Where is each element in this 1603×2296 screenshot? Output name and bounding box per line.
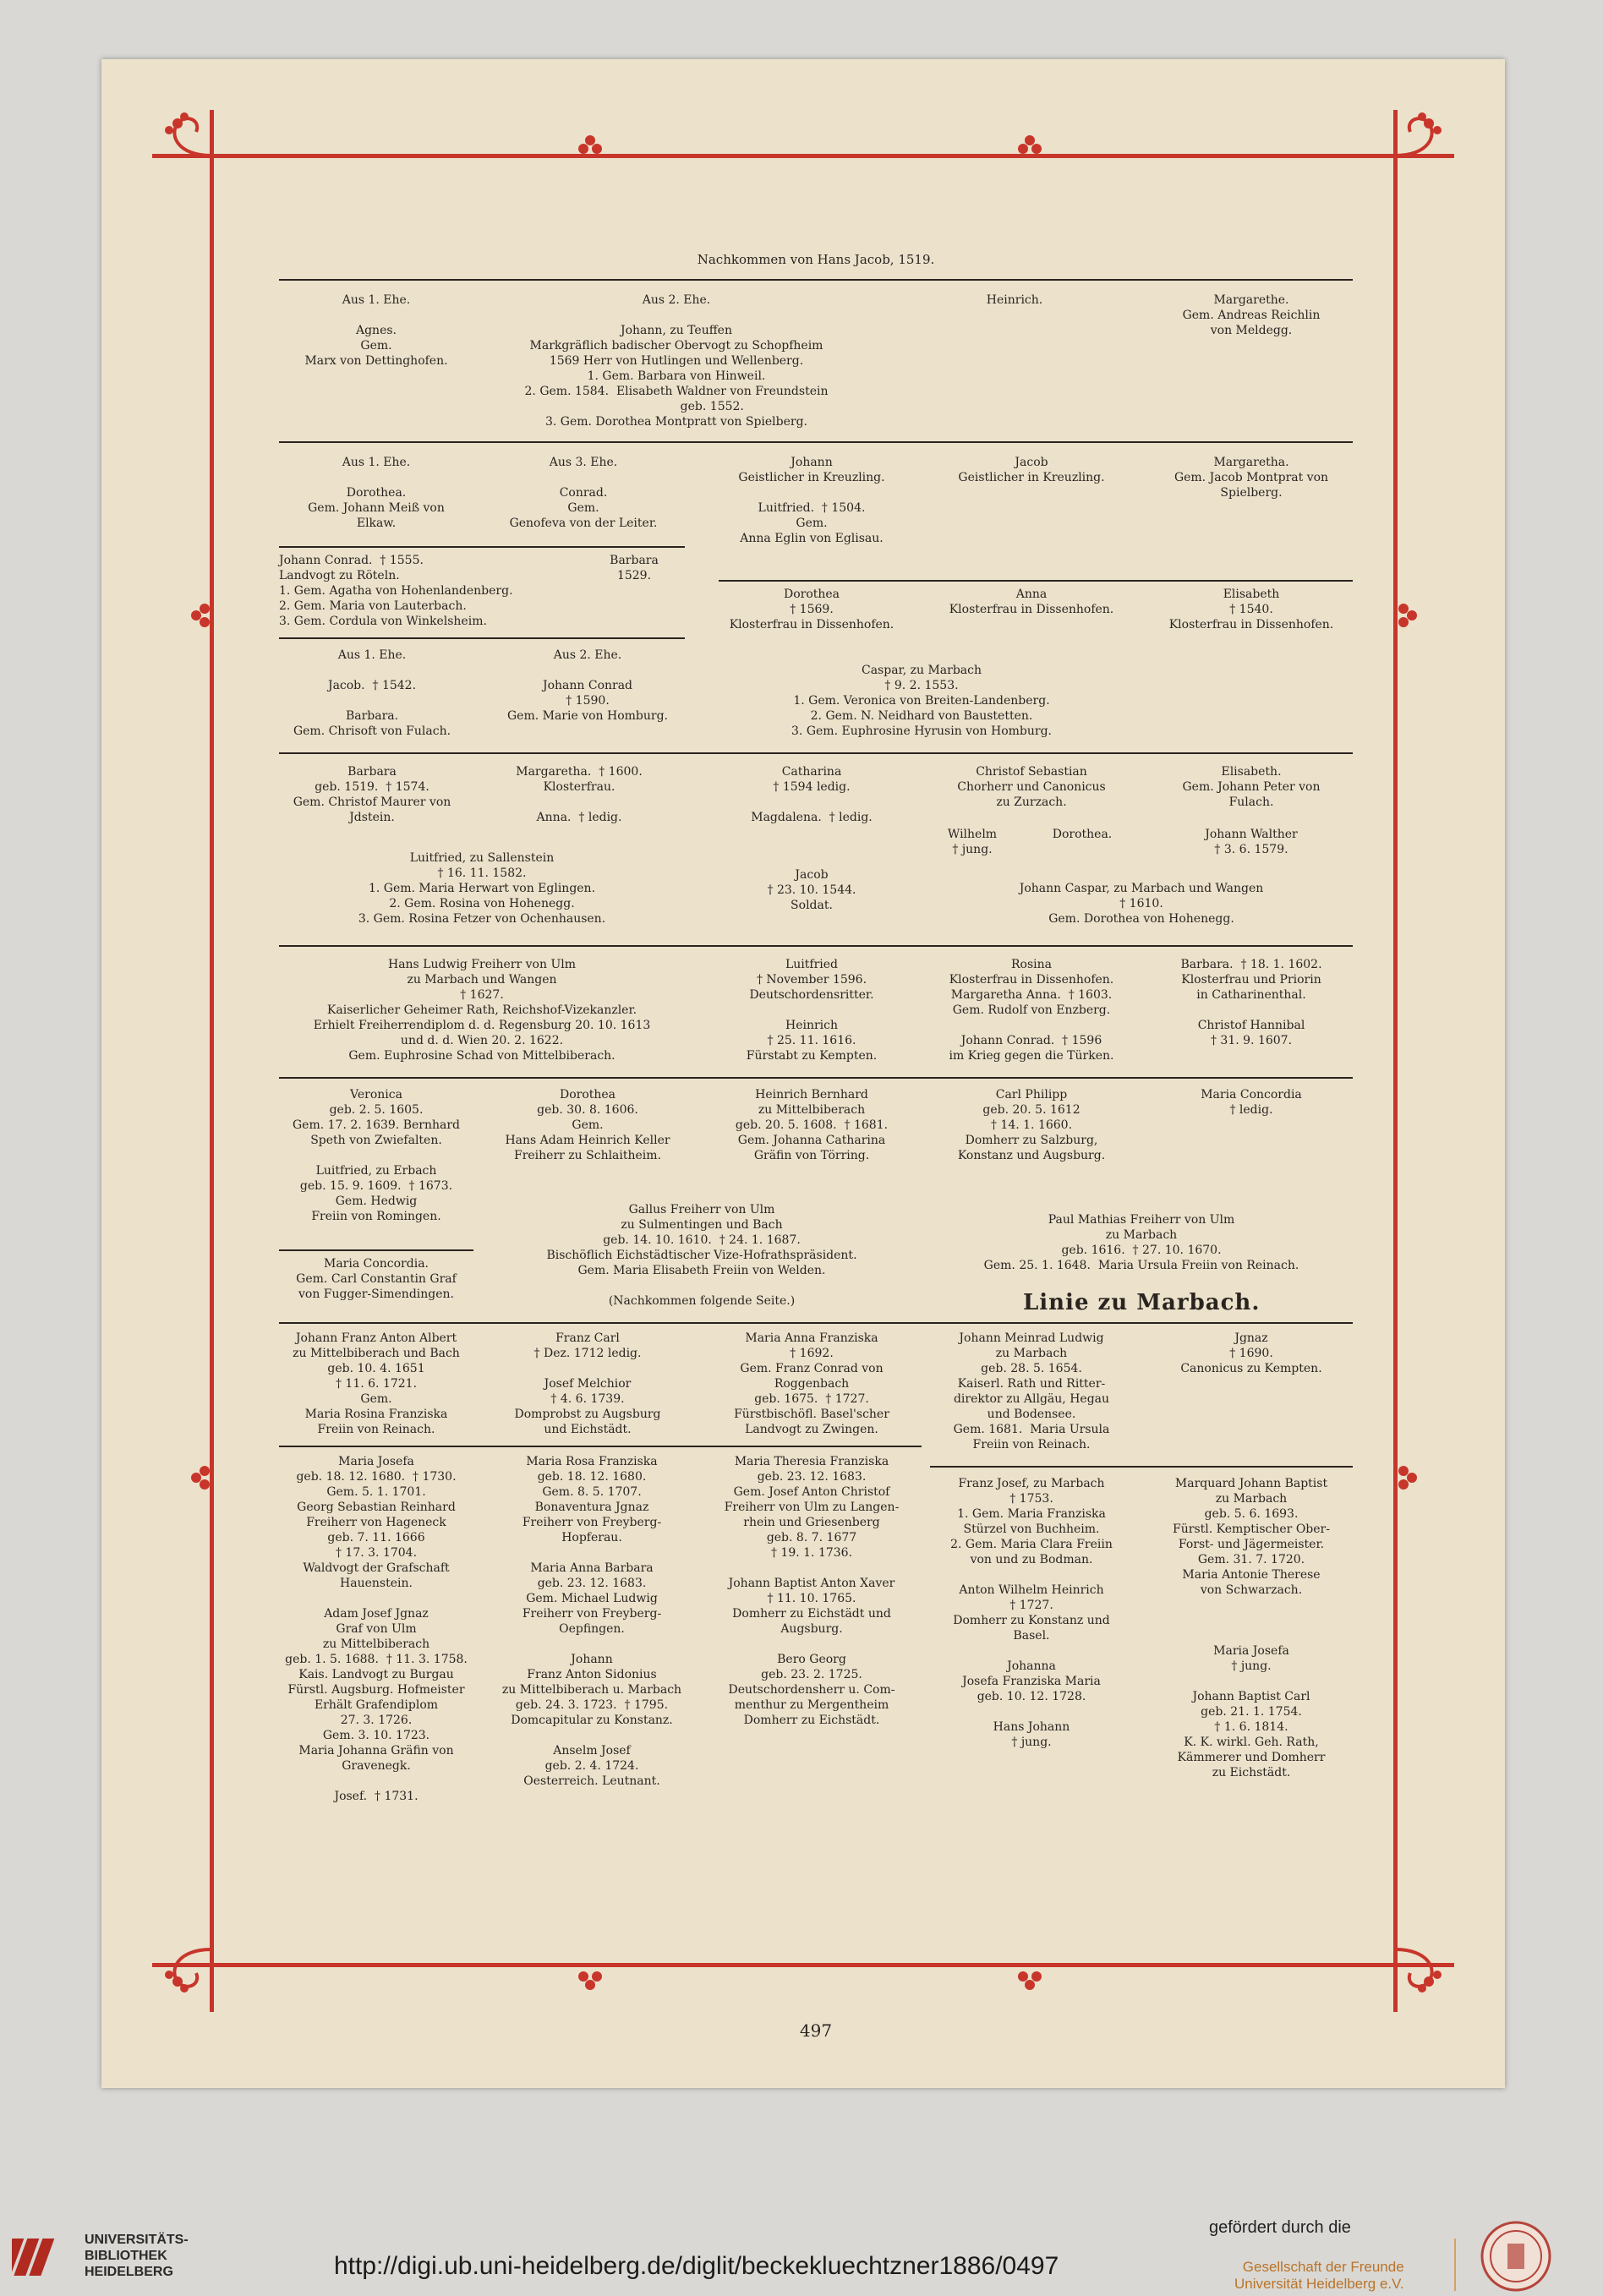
entry-block: Anna Klosterfrau in Dissenhofen. — [949, 588, 1114, 616]
entry-block: Aus 2. Ehe. Johann, zu Teuffen Markgräflich badischer Obervogt zu Schopfheim 1569 Herr von Hutlingen und Wellenberg. 1. Gem. Barbara von Hinweil. 2. Gem. 1584. Elisabeth Waldner von Freundstein geb. 1552. 3. Gem. Dorothea Montpratt von Spielberg. — [524, 293, 829, 429]
society-name: Gesellschaft der Freunde Universität Heidelberg e.V. — [1234, 2259, 1404, 2292]
entry-block: Johann Geistlicher in Kreuzling. Luitfried. † 1504. Gem. Anna Eglin von Eglisau. — [738, 456, 885, 545]
entry-block: Elisabeth. Gem. Johann Peter von Fulach. — [1182, 765, 1321, 809]
trefoil-ornament-icon — [1015, 1966, 1045, 1992]
entry-block: Franz Carl † Dez. 1712 ledig. Josef Melchior † 4. 6. 1739. Domprobst zu Augsburg und Eichstädt. — [514, 1331, 661, 1436]
trefoil-ornament-icon — [189, 600, 215, 631]
entry-block: Carl Philipp geb. 20. 5. 1612 † 14. 1. 1660. Domherr zu Salzburg, Konstanz und Augsburg. — [957, 1088, 1106, 1162]
rule — [930, 1466, 1353, 1468]
entry-block: Jacob Geistlicher in Kreuzling. — [958, 456, 1105, 484]
corner-ornament-icon — [152, 1936, 220, 2004]
genealogy-table — [271, 245, 1361, 2041]
trefoil-ornament-icon — [575, 1966, 605, 1992]
entry-block: Barbara geb. 1519. † 1574. Gem. Christof Maurer von Jdstein. — [293, 765, 451, 824]
entry-block: Luitfried † November 1596. Deutschordensritter. Heinrich † 25. 11. 1616. Fürstabt zu Kempten. — [746, 958, 878, 1063]
university-seal-icon — [1480, 2220, 1552, 2293]
frame-right — [1393, 110, 1398, 2012]
entry-block: Heinrich Bernhard zu Mittelbiberach geb. 20. 5. 1608. † 1681. Gem. Johanna Catharina Gräfin von Törring. — [735, 1088, 889, 1162]
entry-block: Margaretha. Gem. Jacob Montprat von Spielberg. — [1174, 456, 1329, 500]
entry-block: Maria Concordia † ledig. — [1201, 1088, 1302, 1117]
rule — [279, 1446, 922, 1447]
sponsor-label: gefördert durch die — [1209, 2218, 1351, 2237]
entry-block: Paul Mathias Freiherr von Ulm zu Marbach geb. 1616. † 27. 10. 1670. Gem. 25. 1. 1648. Maria Ursula Freiin von Reinach. — [983, 1213, 1299, 1272]
line-title: Linie zu Marbach. — [1023, 1290, 1261, 1315]
corner-ornament-icon — [152, 101, 220, 169]
entry-block: Aus 3. Ehe. Conrad. Gem. Genofeva von der Leiter. — [509, 456, 658, 530]
entry-block: Heinrich. — [986, 293, 1043, 307]
entry-block: Johann Franz Anton Albert zu Mittelbiberach und Bach geb. 10. 4. 1651 † 11. 6. 1721. Gem. Maria Rosina Franziska Freiin von Reinach. — [293, 1331, 460, 1436]
entry-block: Marquard Johann Baptist zu Marbach geb. 5. 6. 1693. Fürstl. Kemptischer Ober- Forst- und Jägermeister. Gem. 31. 7. 1720. Maria Antonie Therese von Schwarzach. Maria Josefa † jung. Johann Baptist Carl geb. 21. 1. 1754. † 1. 6. 1814. K. K. wirkl. Geh. Rath, Kämmerer und Domherr zu Eichstädt. — [1173, 1477, 1330, 1779]
entry-block: Franz Josef, zu Marbach † 1753. 1. Gem. Maria Franziska Stürzel von Buchheim. 2. Gem. Maria Clara Freiin von und zu Bodman. Anton Wilhelm Heinrich † 1727. Domherr zu Konstanz und Basel. Johanna Josefa Franziska Maria geb. 10. 12. 1728. Hans Johann † jung. — [950, 1477, 1113, 1749]
frame-top — [152, 154, 1454, 158]
entry-block: Maria Josefa geb. 18. 12. 1680. † 1730. Gem. 5. 1. 1701. Georg Sebastian Reinhard Freiherr von Hageneck geb. 7. 11. 1666 † 17. 3. 1704. Waldvogt der Grafschaft Hauenstein. Adam Josef Jgnaz Graf von Ulm zu Mittelbiberach geb. 1. 5. 1688. † 11. 3. 1758. Kais. Landvogt zu Burgau Fürstl. Augsburg. Hofmeister Erhält Grafendiplom 27. 3. 1726. Gem. 3. 10. 1723. Maria Johanna Gräfin von Gravenegk. Josef. † 1731. — [285, 1455, 468, 1803]
entry-block: Elisabeth † 1540. Klosterfrau in Dissenhofen. — [1168, 588, 1334, 631]
rule — [279, 1077, 1353, 1079]
library-name: UNIVERSITÄTS- BIBLIOTHEK HEIDELBERG — [85, 2233, 189, 2279]
page-title: Nachkommen von Hans Jacob, 1519. — [697, 252, 935, 267]
corner-ornament-icon — [1387, 1936, 1454, 2004]
rule — [279, 945, 1353, 947]
trefoil-ornament-icon — [1393, 600, 1419, 631]
entry-block: Maria Concordia. Gem. Carl Constantin Graf von Fugger-Simendingen. — [296, 1257, 457, 1301]
entry-block: Luitfried, zu Sallenstein † 16. 11. 1582. 1. Gem. Maria Herwart von Eglingen. 2. Gem. Rosina von Hohenegg. 3. Gem. Rosina Fetzer von Ochenhausen. — [358, 851, 606, 926]
entry-block: Hans Ludwig Freiherr von Ulm zu Marbach und Wangen † 1627. Kaiserlicher Geheimer Rath, Reichshof-Vizekanzler. Erhielt Freiherrendiplom d. d. Regensburg 20. 10. 1613 und d. d. Wien 20. 2. 1622. Gem. Euphrosine Schad von Mittelbiberach. — [313, 958, 651, 1063]
entry-block: Dorothea. — [1052, 828, 1113, 841]
entry-block: Margarethe. Gem. Andreas Reichlin von Meldegg. — [1182, 293, 1321, 337]
rule — [279, 441, 1353, 443]
divider — [1454, 2239, 1456, 2291]
entry-block: Margaretha. † 1600. Klosterfrau. Anna. † ledig. — [516, 765, 643, 824]
entry-block: Wilhelm † jung. — [947, 828, 998, 856]
rule — [279, 279, 1353, 281]
entry-block: Maria Rosa Franziska geb. 18. 12. 1680. Gem. 8. 5. 1707. Bonaventura Jgnaz Freiherr von Freyberg- Hopferau. Maria Anna Barbara geb. 23. 12. 1683. Gem. Michael Ludwig Freiherr von Freyberg- Oepfingen. Johann Franz Anton Sidonius zu Mittelbiberach u. Marbach geb. 24. 3. 1723. † 1795. Domcapitular zu Konstanz. Anselm Josef geb. 2. 4. 1724. Oesterreich. Leutnant. — [501, 1455, 682, 1788]
page-number: 497 — [799, 2020, 833, 2041]
entry-block: Catharina † 1594 ledig. Magdalena. † ledig. — [751, 765, 873, 824]
entry-block: Aus 1. Ehe. Jacob. † 1542. Barbara. Gem. Chrisoft von Fulach. — [293, 648, 451, 738]
footer-bar — [0, 2213, 1603, 2296]
entry-block: Caspar, zu Marbach † 9. 2. 1553. 1. Gem. Veronica von Breiten-Landenberg. 2. Gem. N. Neidhard von Baustetten. 3. Gem. Euphrosine Hyrusin von Homburg. — [791, 664, 1052, 738]
entry-block: Rosina Klosterfrau in Dissenhofen. Margaretha Anna. † 1603. Gem. Rudolf von Enzberg. Johann Conrad. † 1596 im Krieg gegen die Türken. — [949, 958, 1114, 1063]
entry-block: Johann Caspar, zu Marbach und Wangen † 1610. Gem. Dorothea von Hohenegg. — [1019, 882, 1264, 926]
entry-block: Maria Theresia Franziska geb. 23. 12. 1683. Gem. Josef Anton Christof Freiherr von Ulm zu Langen- rhein und Griesenberg geb. 8. 7. 1677 † 19. 1. 1736. Johann Baptist Anton Xaver † 11. 10. 1765. Domherr zu Eichstädt und Augsburg. Bero Georg geb. 23. 2. 1725. Deutschordensherr u. Com- menthur zu Mergentheim Domherr zu Eichstädt. — [724, 1455, 900, 1727]
entry-block: Jacob † 23. 10. 1544. Soldat. — [767, 868, 856, 912]
rule — [279, 546, 685, 548]
entry-block: Dorothea geb. 30. 8. 1606. Gem. Hans Adam Heinrich Keller Freiherr zu Schlaitheim. — [505, 1088, 670, 1162]
entry-block: Dorothea † 1569. Klosterfrau in Dissenhofen. — [729, 588, 895, 631]
rule — [279, 752, 1353, 754]
entry-block: Christof Sebastian Chorherr und Canonicus zu Zurzach. — [957, 765, 1106, 809]
frame-bottom — [152, 1963, 1454, 1967]
entry-block: Aus 1. Ehe. Agnes. Gem. Marx von Dettinghofen. — [304, 293, 448, 368]
rule — [719, 580, 1353, 582]
library-logo-icon — [12, 2230, 71, 2284]
entry-block: Veronica geb. 2. 5. 1605. Gem. 17. 2. 1639. Bernhard Speth von Zwiefalten. Luitfried, zu Erbach geb. 15. 9. 1609. † 1673. Gem. Hedwig Freiin von Romingen. — [293, 1088, 460, 1223]
trefoil-ornament-icon — [189, 1462, 215, 1493]
entry-block: Gallus Freiherr von Ulm zu Sulmentingen und Bach geb. 14. 10. 1610. † 24. 1. 1687. Bischöflich Eichstädtischer Vize-Hofrathspräsident. Gem. Maria Elisabeth Freiin von Welden. (Nachkommen folgende Seite.) — [546, 1203, 857, 1308]
rule — [279, 1249, 473, 1251]
trefoil-ornament-icon — [1393, 1462, 1419, 1493]
trefoil-ornament-icon — [1015, 134, 1045, 159]
source-url-link[interactable]: http://digi.ub.uni-heidelberg.de/diglit/beckekluechtzner1886/0497 — [334, 2252, 1059, 2280]
entry-block: Jgnaz † 1690. Canonicus zu Kempten. — [1180, 1331, 1322, 1375]
entry-block: Aus 1. Ehe. Dorothea. Gem. Johann Meiß von Elkaw. — [308, 456, 445, 530]
entry-block: Maria Anna Franziska † 1692. Gem. Franz Conrad von Roggenbach geb. 1675. † 1727. Fürstbischöfl. Basel'scher Landvogt zu Zwingen. — [734, 1331, 889, 1436]
entry-block: Barbara 1529. — [610, 554, 659, 582]
entry-block: Barbara. † 18. 1. 1602. Klosterfrau und Priorin in Catharinenthal. Christof Hannibal † 31. 9. 1607. — [1180, 958, 1322, 1047]
trefoil-ornament-icon — [575, 134, 605, 159]
rule — [279, 637, 685, 639]
entry-block: Aus 2. Ehe. Johann Conrad † 1590. Gem. Marie von Homburg. — [506, 648, 669, 723]
corner-ornament-icon — [1387, 101, 1454, 169]
entry-block: Johann Walther † 3. 6. 1579. — [1205, 828, 1298, 856]
rule — [279, 1322, 1353, 1324]
frame-left — [210, 110, 214, 2012]
entry-block: Johann Conrad. † 1555. Landvogt zu Röteln. 1. Gem. Agatha von Hohenlandenberg. 2. Gem. Maria von Lauterbach. 3. Gem. Cordula von Winkelsheim. — [279, 554, 513, 628]
entry-block: Johann Meinrad Ludwig zu Marbach geb. 28. 5. 1654. Kaiserl. Rath und Ritter- direktor zu Allgäu, Hegau und Bodensee. Gem. 1681. Maria Ursula Freiin von Reinach. — [953, 1331, 1110, 1451]
